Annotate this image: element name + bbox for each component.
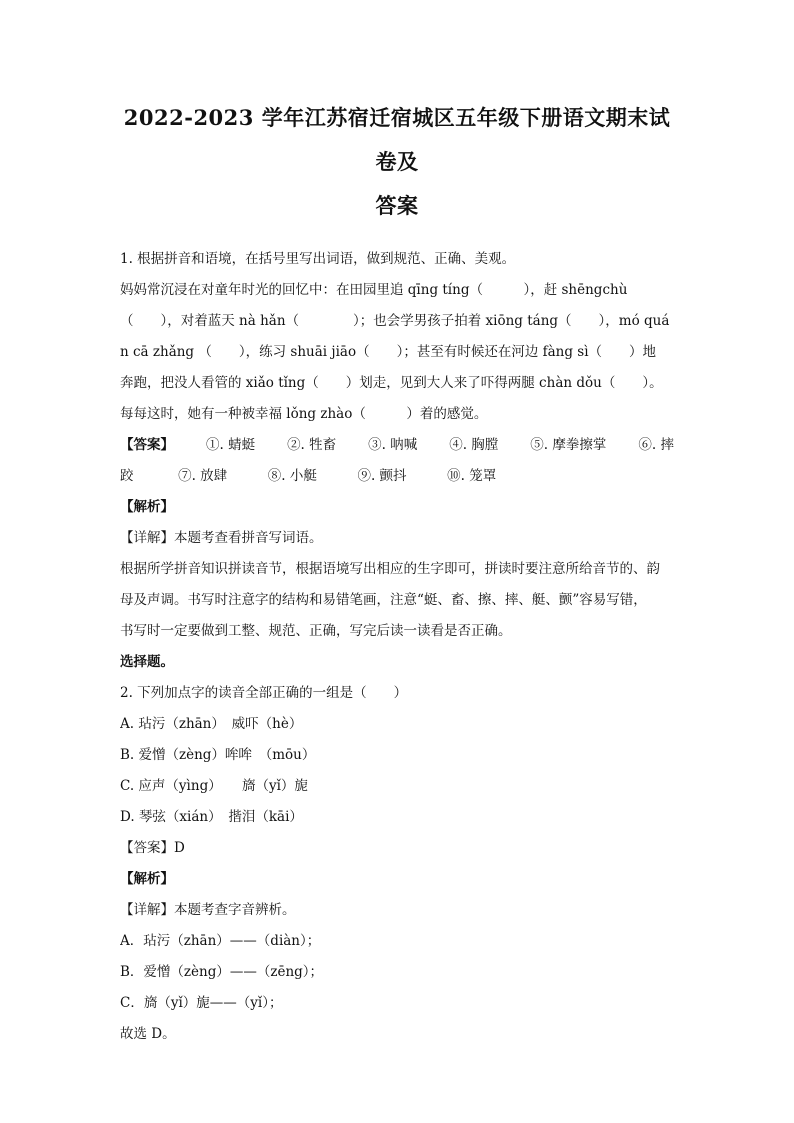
q2-explain-c: C．旖（yǐ）旎——（yǐ）； <box>120 995 283 1011</box>
q1-line-1: 妈妈常沉浸在对童年时光的回忆中：在田园里追 qīng tíng（ ），赶 shēngchù <box>120 282 628 298</box>
q1-line-2: （ ），对着蓝天 nà hǎn（ ）；也会学男孩子拍着 xiōng táng（ ），mó quá <box>120 313 670 329</box>
q2-option-a: A. 玷污（zhān） 威吓（hè） <box>120 716 303 732</box>
q2-detail: 【详解】本题考查字音辨析。 <box>120 902 296 918</box>
q1-answer-row-2 <box>120 461 674 492</box>
answer-item: ④. 胸膛 <box>449 437 499 453</box>
q2-option-d: D. 琴弦（xián） 揩泪（kāi） <box>120 809 303 825</box>
q1-para-2: 母及声调。书写时注意字的结构和易错笔画，注意“蜓、畜、擦、摔、艇、颤”容易写错， <box>120 592 647 608</box>
section-heading: 选择题。 <box>120 654 174 670</box>
q1-line-4: 奔跑，把没人看管的 xiǎo tǐng（ ）划走，见到大人来了吓得两腿 chàn dǒu（ ）。 <box>120 375 663 391</box>
q2-analysis-label: 【解析】 <box>120 871 174 887</box>
q2-conclusion: 故选 D。 <box>120 1026 176 1042</box>
q2-explain-a: A．玷污（zhān）——（diàn）； <box>120 933 321 949</box>
answer-item: ③. 呐喊 <box>368 437 418 453</box>
answer-item: ①. 蜻蜓 <box>205 437 256 453</box>
answer-item: ⑦. 放肆 <box>178 468 228 484</box>
q1-analysis-label: 【解析】 <box>120 499 174 515</box>
answer-item: ②. 牲畜 <box>287 437 337 453</box>
answer-label: 【答案】 <box>120 437 174 453</box>
answer-item: ⑩. 笼罩 <box>447 468 497 484</box>
document-title <box>120 96 674 228</box>
answer-item: ⑤. 摩拳擦掌 <box>530 437 607 453</box>
title-line-1: 2022-2023 学年江苏宿迁宿城区五年级下册语文期末试卷及 <box>123 105 671 174</box>
answer-item: ⑧. 小艇 <box>267 468 317 484</box>
q2-answer: 【答案】D <box>120 840 185 856</box>
q2-explain-b: B．爱憎（zèng）——（zēng）； <box>120 964 324 980</box>
q2-stem: 2. 下列加点字的读音全部正确的一组是（ ） <box>120 685 408 701</box>
title-line-2: 答案 <box>375 193 419 218</box>
q1-detail: 【详解】本题考查看拼音写词语。 <box>120 530 323 546</box>
q2-option-b: B. 爱憎（zèng）哞哞 （mōu） <box>120 747 316 763</box>
q1-para-1: 根据所学拼音知识拼读音节，根据语境写出相应的生字即可，拼读时要注意所给音节的、韵 <box>120 561 660 577</box>
answer-item: 跤 <box>120 468 134 484</box>
q1-answer-row-1 <box>120 430 674 461</box>
q2-option-c: C. 应声（yìng） 旖（yǐ）旎 <box>120 778 308 794</box>
answer-item: ⑨. 颤抖 <box>357 468 407 484</box>
q1-line-3: n cā zhǎng （ ），练习 shuāi jiāo（ ）；甚至有时候还在河边 fàng sì（ ）地 <box>120 344 657 360</box>
q1-para-3: 书写时一定要做到工整、规范、正确，写完后读一读看是否正确。 <box>120 623 512 639</box>
q1-line-5: 每每这时，她有一种被幸福 lǒng zhào（ ）着的感觉。 <box>120 406 488 422</box>
document-body <box>120 244 674 1050</box>
q1-stem: 1. 根据拼音和语境，在括号里写出词语，做到规范、正确、美观。 <box>120 251 516 267</box>
answer-item: ⑥. 摔 <box>638 437 674 453</box>
